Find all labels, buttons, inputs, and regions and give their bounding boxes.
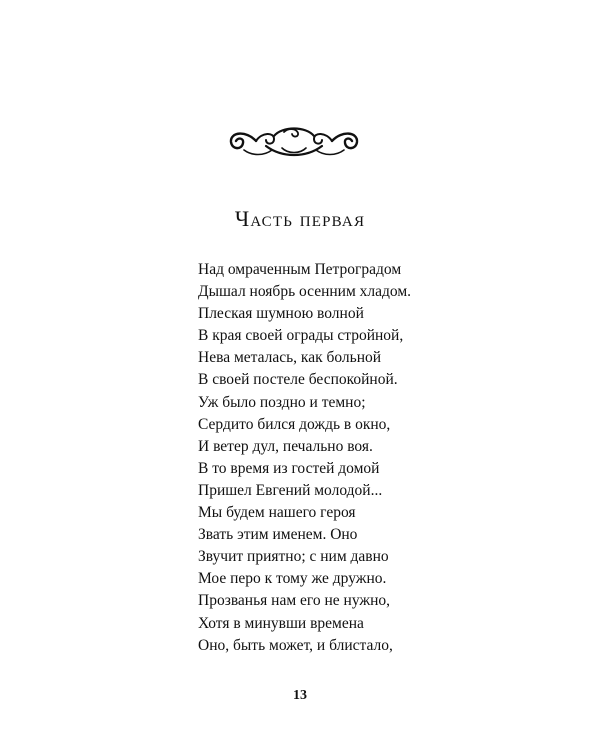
- poem-line: Уж было поздно и темно;: [198, 393, 366, 411]
- poem-line: Дышал ноябрь осенним хладом.: [198, 283, 412, 301]
- poem-line: Нева металась, как больной: [198, 349, 382, 367]
- poem-line: Хотя в минувши времена: [198, 614, 364, 632]
- poem-line: В своей постеле беспокойной.: [198, 371, 398, 389]
- chapter-title: Часть первая: [234, 206, 366, 231]
- poem-line: Оно, быть может, и блистало,: [198, 636, 393, 654]
- poem-line: Плеская шумною волной: [198, 305, 364, 323]
- poem-line: Мы будем нашего героя: [198, 504, 356, 522]
- flourish-ornament-icon: [222, 118, 366, 164]
- poem-line: Сердито бился дождь в окно,: [198, 415, 391, 433]
- poem-line: Мое перо к тому же дружно.: [198, 570, 387, 588]
- poem-text: [198, 259, 411, 657]
- poem-line: Прозванья нам его не нужно,: [198, 592, 391, 610]
- page-number: 13: [293, 688, 307, 703]
- poem-line: И ветер дул, печально воя.: [198, 437, 373, 455]
- poem-line: В то время из гостей домой: [198, 459, 380, 477]
- poem-line: Пришел Евгений молодой...: [198, 481, 383, 499]
- poem-line: Над омраченным Петроградом: [198, 261, 402, 278]
- poem-line: Звать этим именем. Оно: [198, 526, 358, 544]
- poem-line: Звучит приятно; с ним давно: [198, 548, 389, 566]
- poem-line: В края своей ограды стройной,: [198, 327, 404, 345]
